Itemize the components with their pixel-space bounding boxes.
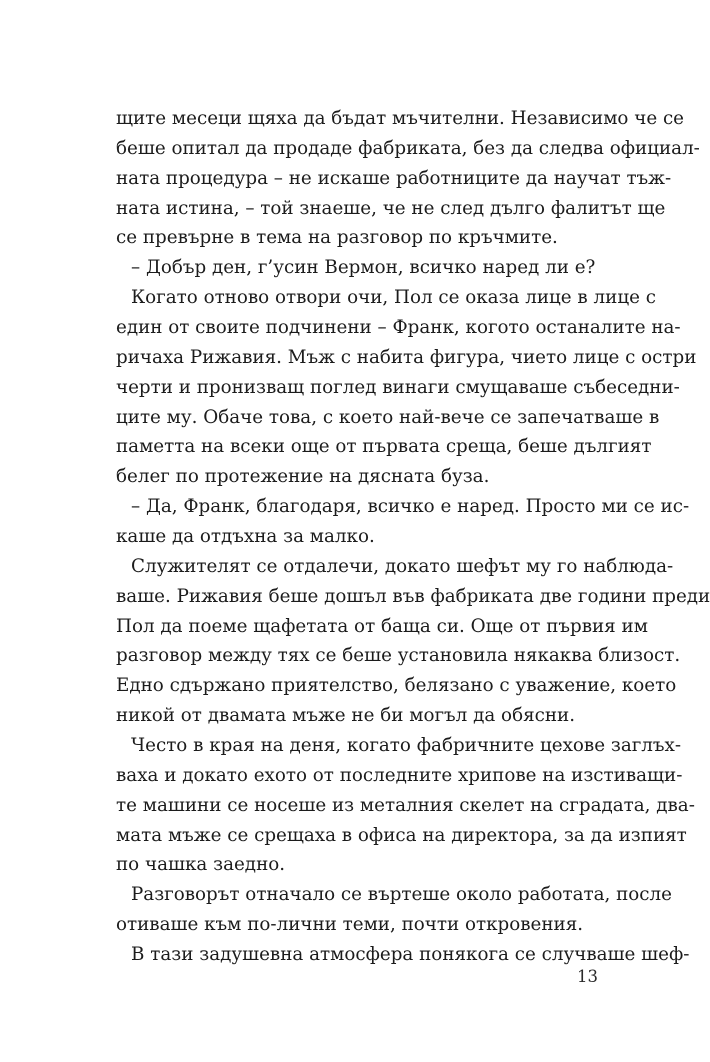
text-line: ричаха Рижавия. Мъж с набита фигура, чието лице с остри (116, 347, 697, 368)
text-line: черти и пронизващ поглед винаги смущаваше събеседни- (116, 377, 680, 398)
page-number: 13 (577, 967, 598, 986)
text-line: каше да отдъхна за малко. (116, 526, 375, 547)
text-line: – Добър ден, г’усин Вермон, всичко наред ли е? (131, 257, 596, 278)
text-line: отиваше към по-лични теми, почти откровения. (116, 914, 584, 935)
text-line: ната истина, – той знаеше, че не след дълго фалитът ще (116, 198, 666, 219)
text-line: Често в края на деня, когато фабричните цехове заглъх- (131, 735, 682, 756)
text-line: един от своите подчинени – Франк, когото останалите на- (116, 317, 681, 338)
text-line: мата мъже се срещаха в офиса на директора, за да изпият (116, 825, 687, 846)
text-line: по чашка заедно. (116, 854, 286, 875)
text-line: Едно сдържано приятелство, белязано с уважение, което (116, 675, 677, 696)
text-line: се превърне в тема на разговор по кръчмите. (116, 227, 558, 248)
text-line: Пол да поеме щафетата от баща си. Още от първия им (116, 616, 648, 637)
text-line: ваха и докато ехото от последните хрипове на изстиващи- (116, 765, 683, 786)
text-line: Служителят се отдалечи, докато шефът му го наблюда- (131, 556, 674, 577)
text-line: ваше. Рижавия беше дошъл във фабриката две години преди (116, 586, 710, 607)
text-line: разговор между тях се беше установила някаква близост. (116, 645, 681, 666)
text-line: щите месеци щяха да бъдат мъчителни. Независимо че се (116, 108, 685, 129)
text-line: – Да, Франк, благодаря, всичко е наред. Просто ми се ис- (131, 496, 690, 517)
text-line: Когато отново отвори очи, Пол се оказа лице в лице с (131, 287, 656, 308)
text-line: беше опитал да продаде фабриката, без да следва официал- (116, 138, 700, 159)
text-line: ната процедура – не искаше работниците да научат тъж- (116, 168, 672, 189)
text-line: паметта на всеки още от първата среща, беше дългият (116, 436, 652, 457)
text-line: белег по протежение на дясната буза. (116, 466, 490, 487)
text-line: Разговорът отначало се въртеше около работата, после (131, 884, 672, 905)
text-line: В тази задушевна атмосфера понякога се случваше шеф- (131, 944, 690, 965)
text-line: никой от двамата мъже не би могъл да обясни. (116, 705, 576, 726)
text-line: ците му. Обаче това, с което най-вече се запечатваше в (116, 407, 660, 428)
text-line: те машини се носеше из металния скелет на сградата, два- (116, 795, 695, 816)
